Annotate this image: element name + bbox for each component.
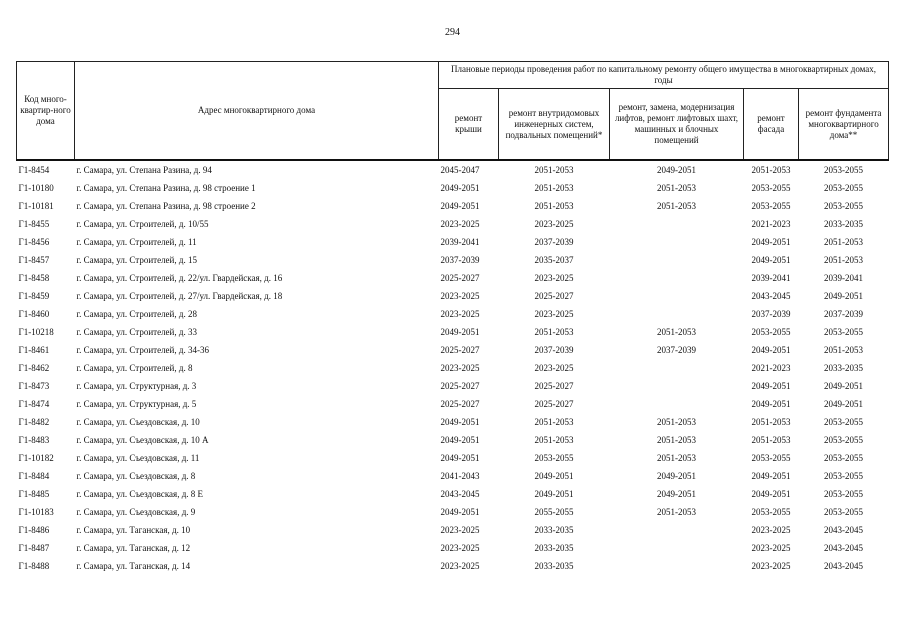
- cell-code: Г1-8483: [18, 434, 50, 445]
- cell-lifts: 2051-2053: [657, 434, 696, 445]
- cell-address: г. Самара, ул. Таганская, д. 10: [76, 524, 191, 535]
- cell-systems: 2037-2039: [534, 344, 574, 355]
- cell-roof: 2023-2025: [440, 308, 480, 319]
- cell-lifts: [610, 251, 744, 269]
- cell-roof: 2023-2025: [440, 560, 480, 571]
- cell-lifts: 2049-2051: [657, 488, 696, 499]
- cell-systems: 2033-2035: [534, 524, 574, 535]
- cell-systems: 2037-2039: [534, 236, 574, 247]
- cell-systems: 2051-2053: [534, 182, 574, 193]
- cell-address: г. Самара, ул. Степана Разина, д. 98 строение 2: [76, 200, 256, 211]
- table-row: [17, 197, 889, 215]
- cell-facade: 2049-2051: [751, 254, 791, 265]
- cell-facade: 2051-2053: [751, 434, 791, 445]
- cell-foundation: 2049-2051: [824, 290, 864, 301]
- cell-foundation: 2051-2053: [824, 236, 864, 247]
- cell-address: г. Самара, ул. Строителей, д. 34-36: [76, 344, 209, 355]
- cell-systems: 2053-2055: [534, 452, 574, 463]
- cell-facade: 2021-2023: [751, 218, 791, 229]
- cell-lifts: [610, 539, 744, 557]
- cell-roof: 2023-2025: [440, 362, 480, 373]
- table-row: [17, 431, 889, 449]
- cell-facade: 2049-2051: [751, 488, 791, 499]
- cell-address: г. Самара, ул. Степана Разина, д. 94: [76, 164, 212, 175]
- cell-foundation: 2033-2035: [824, 218, 864, 229]
- cell-code: Г1-10182: [18, 452, 54, 463]
- header-facade: ремонт фасада: [744, 89, 799, 161]
- page-number: 294: [445, 27, 460, 38]
- cell-foundation: 2049-2051: [824, 380, 864, 391]
- cell-lifts: 2051-2053: [657, 182, 696, 193]
- table-row: [17, 467, 889, 485]
- table-row: [17, 160, 889, 179]
- cell-roof: 2049-2051: [440, 200, 480, 211]
- cell-code: Г1-8454: [18, 164, 50, 175]
- cell-code: Г1-8474: [18, 398, 50, 409]
- cell-lifts: 2051-2053: [657, 416, 696, 427]
- cell-roof: 2023-2025: [440, 524, 480, 535]
- header-periods-group: Плановые периоды проведения работ по капитальному ремонту общего имущества в многоквартирных домах, годы: [439, 62, 889, 89]
- table-row: [17, 485, 889, 503]
- cell-roof: 2025-2027: [440, 380, 480, 391]
- cell-foundation: 2051-2053: [824, 344, 864, 355]
- cell-foundation: 2049-2051: [824, 398, 864, 409]
- table-row: [17, 251, 889, 269]
- cell-lifts: [610, 377, 744, 395]
- cell-facade: 2053-2055: [751, 182, 791, 193]
- cell-facade: 2049-2051: [751, 398, 791, 409]
- cell-roof: 2041-2043: [440, 470, 480, 481]
- cell-foundation: 2053-2055: [824, 164, 864, 175]
- cell-lifts: [610, 269, 744, 287]
- cell-foundation: 2053-2055: [824, 452, 864, 463]
- table-row: [17, 413, 889, 431]
- cell-roof: 2023-2025: [440, 542, 480, 553]
- cell-code: Г1-8488: [18, 560, 50, 571]
- cell-lifts: [610, 215, 744, 233]
- cell-roof: 2043-2045: [440, 488, 480, 499]
- cell-facade: 2049-2051: [751, 236, 791, 247]
- cell-address: г. Самара, ул. Таганская, д. 14: [76, 560, 191, 571]
- cell-roof: 2049-2051: [440, 434, 480, 445]
- cell-lifts: [610, 233, 744, 251]
- cell-lifts: [610, 521, 744, 539]
- table-row: [17, 269, 889, 287]
- cell-address: г. Самара, ул. Строителей, д. 8: [76, 362, 193, 373]
- cell-systems: 2051-2053: [534, 416, 574, 427]
- table-row: [17, 341, 889, 359]
- cell-roof: 2023-2025: [440, 290, 480, 301]
- cell-code: Г1-8458: [18, 272, 50, 283]
- cell-facade: 2023-2025: [751, 560, 791, 571]
- cell-facade: 2039-2041: [751, 272, 791, 283]
- cell-roof: 2049-2051: [440, 326, 480, 337]
- cell-address: г. Самара, ул. Съездовская, д. 11: [76, 452, 200, 463]
- cell-facade: 2051-2053: [751, 416, 791, 427]
- cell-lifts: [610, 359, 744, 377]
- cell-lifts: 2051-2053: [657, 452, 696, 463]
- cell-code: Г1-10181: [18, 200, 54, 211]
- header-address: Адрес многоквартирного дома: [75, 62, 439, 161]
- cell-foundation: 2053-2055: [824, 326, 864, 337]
- cell-roof: 2037-2039: [440, 254, 480, 265]
- cell-lifts: 2051-2053: [657, 200, 696, 211]
- cell-foundation: 2053-2055: [824, 506, 864, 517]
- cell-lifts: 2051-2053: [657, 326, 696, 337]
- capital-repair-table: [16, 61, 889, 575]
- cell-roof: 2025-2027: [440, 272, 480, 283]
- cell-systems: 2023-2025: [534, 218, 574, 229]
- cell-foundation: 2039-2041: [824, 272, 864, 283]
- cell-systems: 2051-2053: [534, 326, 574, 337]
- cell-address: г. Самара, ул. Строителей, д. 27/ул. Гвардейская, д. 18: [76, 290, 283, 301]
- cell-roof: 2039-2041: [440, 236, 480, 247]
- table-row: [17, 539, 889, 557]
- cell-address: г. Самара, ул. Съездовская, д. 8: [76, 470, 196, 481]
- cell-foundation: 2053-2055: [824, 434, 864, 445]
- cell-roof: 2045-2047: [440, 164, 480, 175]
- cell-systems: 2049-2051: [534, 488, 574, 499]
- cell-systems: 2023-2025: [534, 308, 574, 319]
- cell-foundation: 2053-2055: [824, 416, 864, 427]
- cell-systems: 2033-2035: [534, 542, 574, 553]
- cell-facade: 2043-2045: [751, 290, 791, 301]
- cell-systems: 2025-2027: [534, 380, 574, 391]
- cell-code: Г1-8484: [18, 470, 50, 481]
- cell-systems: 2033-2035: [534, 560, 574, 571]
- cell-lifts: 2049-2051: [657, 470, 696, 481]
- cell-facade: 2049-2051: [751, 470, 791, 481]
- cell-lifts: 2037-2039: [657, 344, 696, 355]
- cell-address: г. Самара, ул. Строителей, д. 15: [76, 254, 197, 265]
- cell-code: Г1-8482: [18, 416, 50, 427]
- cell-code: Г1-8487: [18, 542, 50, 553]
- cell-lifts: [610, 305, 744, 323]
- cell-facade: 2049-2051: [751, 380, 791, 391]
- cell-code: Г1-10218: [18, 326, 54, 337]
- cell-facade: 2053-2055: [751, 506, 791, 517]
- cell-roof: 2049-2051: [440, 452, 480, 463]
- cell-systems: 2051-2053: [534, 434, 574, 445]
- cell-address: г. Самара, ул. Съездовская, д. 8 Е: [76, 488, 204, 499]
- cell-roof: 2025-2027: [440, 344, 480, 355]
- table-row: [17, 287, 889, 305]
- table-body: [17, 160, 889, 575]
- cell-facade: 2053-2055: [751, 200, 791, 211]
- table-row: [17, 215, 889, 233]
- cell-code: Г1-8457: [18, 254, 50, 265]
- cell-foundation: 2033-2035: [824, 362, 864, 373]
- cell-code: Г1-10183: [18, 506, 54, 517]
- cell-code: Г1-8456: [18, 236, 50, 247]
- cell-roof: 2025-2027: [440, 398, 480, 409]
- cell-address: г. Самара, ул. Строителей, д. 33: [76, 326, 197, 337]
- cell-foundation: 2037-2039: [824, 308, 864, 319]
- cell-systems: 2025-2027: [534, 290, 574, 301]
- cell-systems: 2023-2025: [534, 362, 574, 373]
- cell-roof: 2049-2051: [440, 182, 480, 193]
- cell-systems: 2051-2053: [534, 164, 574, 175]
- table-row: [17, 449, 889, 467]
- cell-facade: 2053-2055: [751, 452, 791, 463]
- cell-address: г. Самара, ул. Строителей, д. 11: [76, 236, 197, 247]
- cell-address: г. Самара, ул. Строителей, д. 28: [76, 308, 197, 319]
- table-row: [17, 233, 889, 251]
- cell-foundation: 2053-2055: [824, 488, 864, 499]
- cell-roof: 2023-2025: [440, 218, 480, 229]
- header-foundation: ремонт фундамента многоквартирного дома**: [799, 89, 889, 161]
- cell-code: Г1-8459: [18, 290, 50, 301]
- cell-facade: 2051-2053: [751, 164, 791, 175]
- cell-address: г. Самара, ул. Степана Разина, д. 98 строение 1: [76, 182, 256, 193]
- cell-lifts: [610, 395, 744, 413]
- cell-systems: 2055-2055: [534, 506, 574, 517]
- cell-systems: 2051-2053: [534, 200, 574, 211]
- cell-facade: 2037-2039: [751, 308, 791, 319]
- cell-code: Г1-8461: [18, 344, 50, 355]
- cell-facade: 2021-2023: [751, 362, 791, 373]
- table-row: [17, 521, 889, 539]
- cell-foundation: 2043-2045: [824, 524, 864, 535]
- table-row: [17, 323, 889, 341]
- cell-address: г. Самара, ул. Съездовская, д. 9: [76, 506, 196, 517]
- cell-address: г. Самара, ул. Строителей, д. 22/ул. Гвардейская, д. 16: [76, 272, 283, 283]
- cell-code: Г1-8460: [18, 308, 50, 319]
- table-row: [17, 305, 889, 323]
- cell-systems: 2025-2027: [534, 398, 574, 409]
- cell-systems: 2049-2051: [534, 470, 574, 481]
- cell-lifts: 2049-2051: [657, 164, 696, 175]
- cell-lifts: 2051-2053: [657, 506, 696, 517]
- cell-address: г. Самара, ул. Структурная, д. 5: [76, 398, 197, 409]
- cell-foundation: 2043-2045: [824, 560, 864, 571]
- cell-foundation: 2043-2045: [824, 542, 864, 553]
- table-row: [17, 377, 889, 395]
- cell-address: г. Самара, ул. Таганская, д. 12: [76, 542, 191, 553]
- cell-address: г. Самара, ул. Съездовская, д. 10 А: [76, 434, 209, 445]
- cell-foundation: 2051-2053: [824, 254, 864, 265]
- header-lifts: ремонт, замена, модернизация лифтов, ремонт лифтовых шахт, машинных и блочных помещений: [610, 89, 744, 161]
- table-row: [17, 179, 889, 197]
- table-row: [17, 395, 889, 413]
- cell-roof: 2049-2051: [440, 416, 480, 427]
- cell-code: Г1-8486: [18, 524, 50, 535]
- cell-code: Г1-10180: [18, 182, 54, 193]
- cell-address: г. Самара, ул. Структурная, д. 3: [76, 380, 197, 391]
- header-systems: ремонт внутридомовых инженерных систем, подвальных помещений*: [499, 89, 610, 161]
- cell-address: г. Самара, ул. Съездовская, д. 10: [76, 416, 200, 427]
- cell-code: Г1-8485: [18, 488, 50, 499]
- cell-systems: 2035-2037: [534, 254, 574, 265]
- cell-systems: 2023-2025: [534, 272, 574, 283]
- table-row: [17, 557, 889, 575]
- cell-code: Г1-8473: [18, 380, 50, 391]
- table-row: [17, 359, 889, 377]
- cell-code: Г1-8455: [18, 218, 50, 229]
- header-roof: ремонт крыши: [439, 89, 499, 161]
- cell-facade: 2023-2025: [751, 542, 791, 553]
- cell-lifts: [610, 287, 744, 305]
- cell-lifts: [610, 557, 744, 575]
- cell-foundation: 2053-2055: [824, 470, 864, 481]
- cell-facade: 2053-2055: [751, 326, 791, 337]
- cell-foundation: 2053-2055: [824, 200, 864, 211]
- cell-address: г. Самара, ул. Строителей, д. 10/55: [76, 218, 209, 229]
- cell-code: Г1-8462: [18, 362, 50, 373]
- cell-foundation: 2053-2055: [824, 182, 864, 193]
- table-row: [17, 503, 889, 521]
- cell-roof: 2049-2051: [440, 506, 480, 517]
- cell-facade: 2049-2051: [751, 344, 791, 355]
- cell-facade: 2023-2025: [751, 524, 791, 535]
- header-code: Код много-квартир-ного дома: [17, 62, 75, 161]
